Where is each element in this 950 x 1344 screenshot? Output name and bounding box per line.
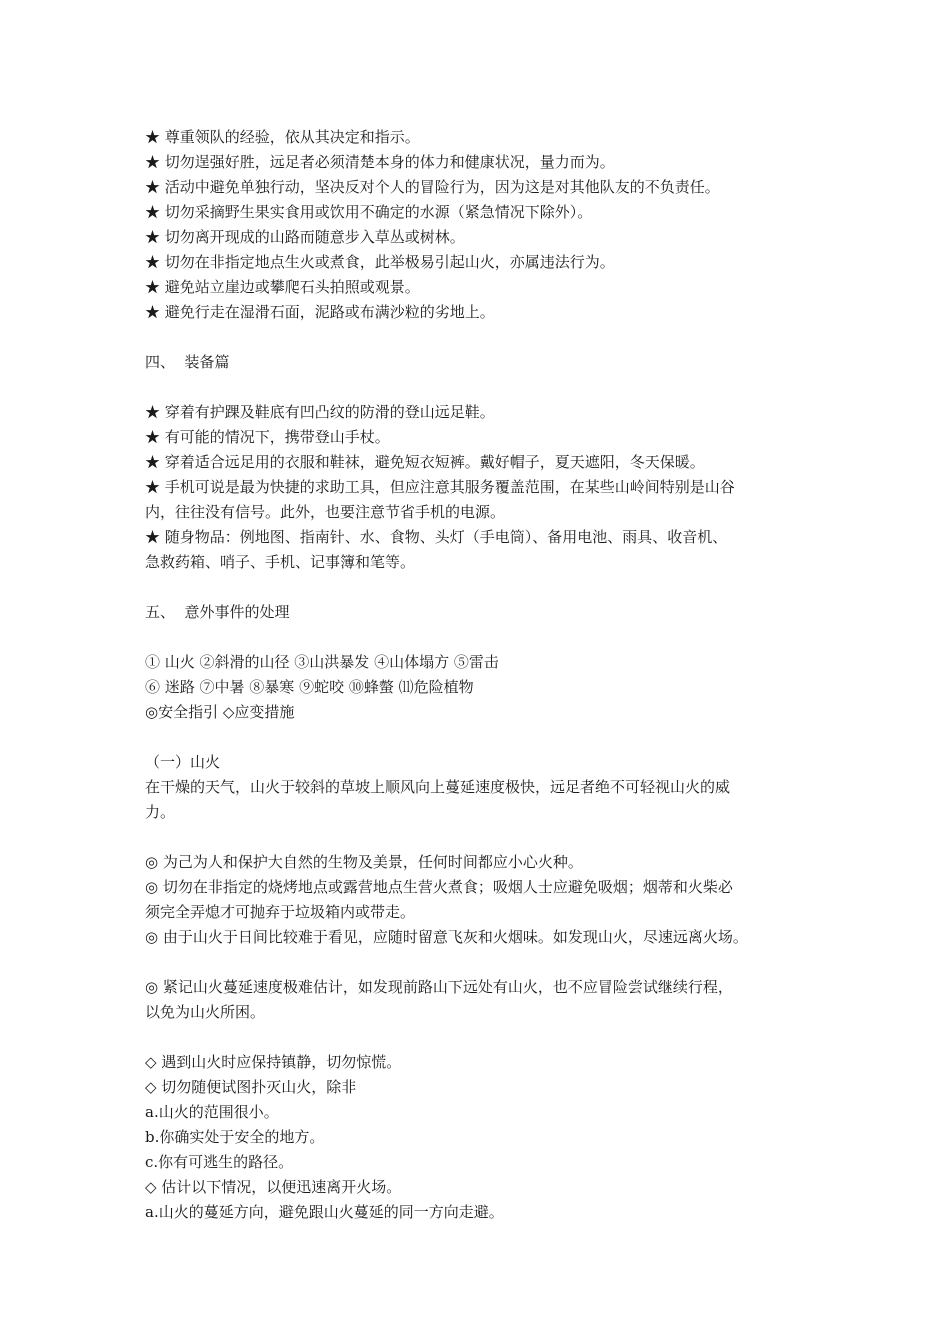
equipment-line: ★ 手机可说是最为快捷的求助工具，但应注意其服务覆盖范围，在某些山岭间特别是山谷: [145, 478, 735, 496]
rule-item: ★ 切勿离开现成的山路而随意步入草丛或树林。: [145, 228, 465, 246]
guide-line: ◎ 切勿在非指定的烧烤地点或露营地点生营火煮食；吸烟人士应避免吸烟；烟蒂和火柴必: [145, 878, 733, 896]
response-line: a.山火的蔓延方向，避免跟山火蔓延的同一方向走避。: [145, 1203, 504, 1221]
accident-index: [145, 650, 825, 725]
guide-line: 以免为山火所困。: [145, 1003, 266, 1021]
spacer: [145, 575, 825, 600]
spacer: [145, 1025, 825, 1050]
equipment-line: ★ 穿着适合远足用的衣服和鞋袜，避免短衣短裤。戴好帽子，夏天遮阳，冬天保暖。: [145, 453, 705, 471]
guide-line: ◎ 由于山火于日间比较难于看见，应随时留意飞灰和火烟味。如发现山火，尽速远离火场。: [145, 928, 748, 946]
guide-line: 须完全弄熄才可抛弃于垃圾箱内或带走。: [145, 903, 416, 921]
equipment-line: 急救药箱、哨子、手机、记事簿和笔等。: [145, 553, 416, 571]
response-line: a.山火的范围很小。: [145, 1103, 279, 1121]
wildfire-responses: [145, 1050, 825, 1225]
section-heading-equipment: 四、 装备篇: [145, 353, 230, 371]
response-line: ◇ 切勿随便试图扑灭山火，除非: [145, 1078, 357, 1096]
document-page: [145, 125, 825, 1225]
spacer: [145, 325, 825, 350]
intro-line: 在干燥的天气，山火于较斜的草坡上顺风向上蔓延速度极快，远足者绝不可轻视山火的威: [145, 778, 731, 796]
spacer: [145, 375, 825, 400]
rule-item: ★ 避免站立崖边或攀爬石头拍照或观景。: [145, 278, 420, 296]
rule-item: ★ 避免行走在湿滑石面，泥路或布满沙粒的劣地上。: [145, 303, 495, 321]
index-line: ◎安全指引 ◇应变措施: [145, 703, 295, 721]
spacer: [145, 725, 825, 750]
equipment-line: ★ 有可能的情况下，携带登山手杖。: [145, 428, 390, 446]
rule-item: ★ 切勿逞强好胜，远足者必须清楚本身的体力和健康状况，量力而为。: [145, 153, 615, 171]
equipment-line: ★ 穿着有护踝及鞋底有凹凸纹的防滑的登山远足鞋。: [145, 403, 495, 421]
section-heading-accidents: 五、 意外事件的处理: [145, 603, 290, 621]
wildfire-guidelines-2: [145, 975, 825, 1025]
index-line: ⑥ 迷路 ⑦中暑 ⑧暴寒 ⑨蛇咬 ⑩蜂螫 ⑾危险植物: [145, 678, 474, 696]
rule-item: ★ 切勿在非指定地点生火或煮食，此举极易引起山火，亦属违法行为。: [145, 253, 615, 271]
index-line: ① 山火 ②斜滑的山径 ③山洪暴发 ④山体塌方 ⑤雷击: [145, 653, 499, 671]
equipment-line: ★ 随身物品：例地图、指南针、水、食物、头灯（手电筒）、备用电池、雨具、收音机、: [145, 528, 728, 546]
equipment-list: [145, 400, 825, 575]
equipment-line: 内，往往没有信号。此外，也要注意节省手机的电源。: [145, 503, 506, 521]
wildfire-guidelines: [145, 850, 825, 950]
rule-item: ★ 活动中避免单独行动，坚决反对个人的冒险行为，因为这是对其他队友的不负责任。: [145, 178, 720, 196]
spacer: [145, 950, 825, 975]
guide-line: ◎ 为己为人和保护大自然的生物及美景，任何时间都应小心火种。: [145, 853, 583, 871]
rule-item: ★ 尊重领队的经验，依从其决定和指示。: [145, 128, 420, 146]
guide-line: ◎ 紧记山火蔓延速度极难估计，如发现前路山下远处有山火，也不应冒险尝试继续行程，: [145, 978, 733, 996]
sub-heading-wildfire: （一）山火: [145, 753, 221, 771]
spacer: [145, 825, 825, 850]
intro-line: 力。: [145, 803, 176, 821]
response-line: b.你确实处于安全的地方。: [145, 1128, 325, 1146]
spacer: [145, 625, 825, 650]
rule-item: ★ 切勿采摘野生果实食用或饮用不确定的水源（紧急情况下除外）。: [145, 203, 593, 221]
response-line: c.你有可逃生的路径。: [145, 1153, 294, 1171]
response-line: ◇ 遇到山火时应保持镇静，切勿惊慌。: [145, 1053, 402, 1071]
safety-rules-list: [145, 125, 825, 325]
response-line: ◇ 估计以下情况，以便迅速离开火场。: [145, 1178, 402, 1196]
